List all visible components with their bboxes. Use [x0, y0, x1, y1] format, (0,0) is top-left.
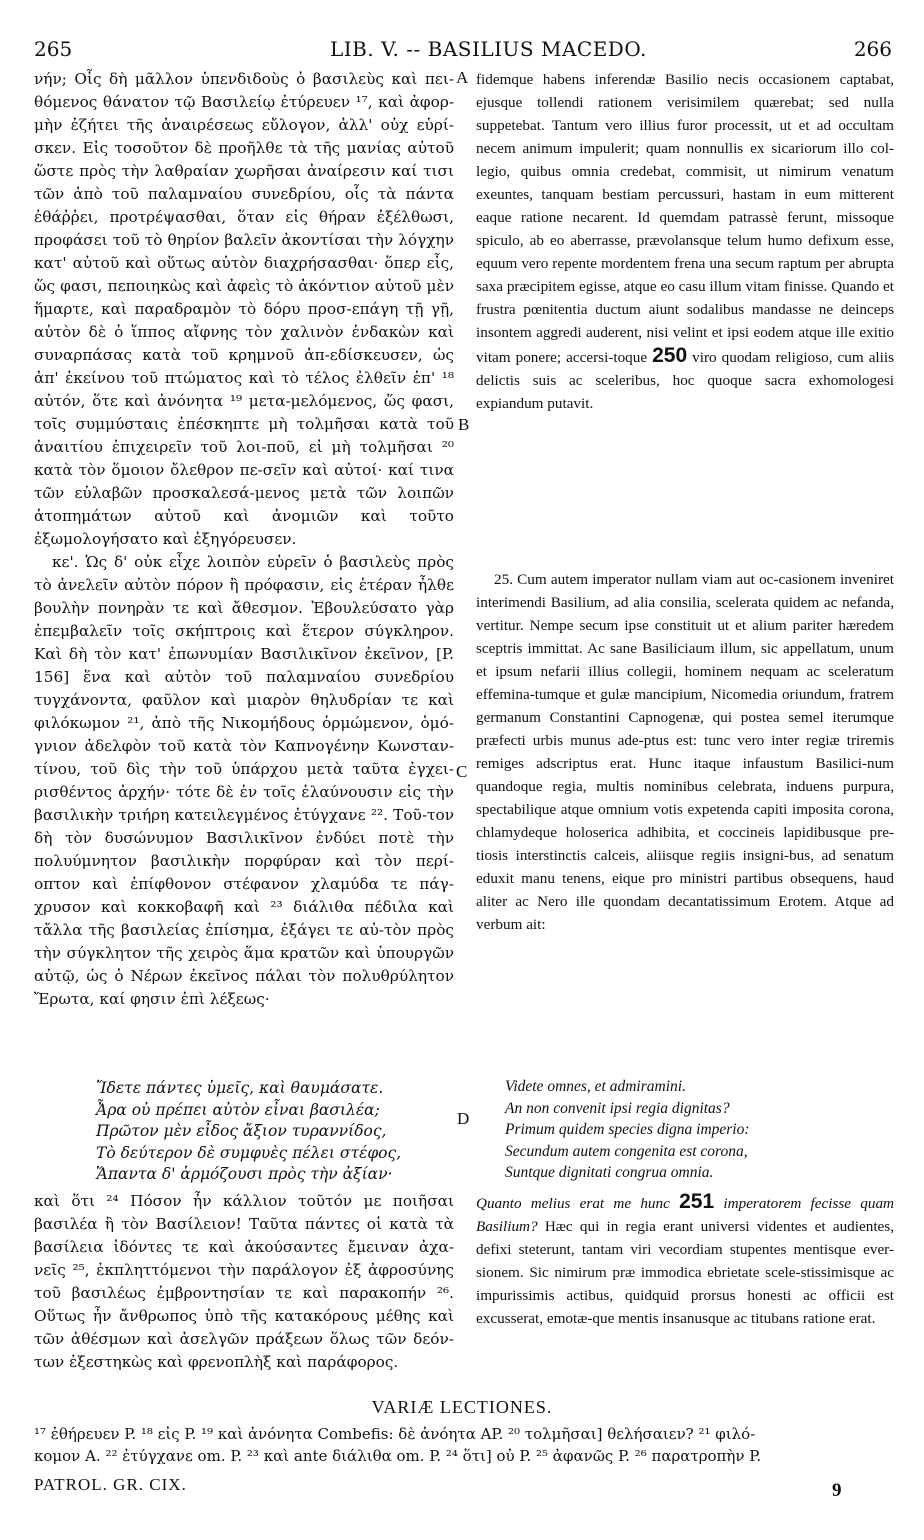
latin-column-middle: [476, 568, 894, 936]
latin-verse: [505, 1076, 750, 1184]
latin-column-top: [476, 68, 894, 415]
greek-verse-line: Ἴδετε πάντες ὑμεῖς, καὶ θαυμάσατε.: [96, 1079, 384, 1097]
margin-marker-d: D: [457, 1109, 470, 1128]
column-number-251: 251: [679, 1190, 715, 1213]
greek-paragraph-1: νήν; Οἷς δὴ μᾶλλον ὑπενδιδοὺς ὁ βασιλεὺς καὶ πει-θόμενος θάνατον τῷ Βασιλείῳ ἐτύρευεν ¹⁷, καὶ ἀφορ-μὴν ἐζήτει τῆς ἀναιρέσεως εὔλογον, ἀλλ' οὐχ εὑρί-σκεν. Εἰς τοσοῦτον δὲ προῆλθε τὰ τῆς μανίας αὐτοῦ ὥστε πρὸς τὴν λαθραίαν χωρῆσαι ἀναίρεσιν καί τισι τῶν ἀπὸ τοῦ παλαμναίου συνεδρίου, οἷς τὰ πάντα ἐθάῤῥει, προτρέψασθαι, ὅταν εἰς θήραν ἐξέλθωσι, προφάσει τοῦ τὸ θηρίον βαλεῖν ἀκοντίσαι τὴν λόγχην κατ' αὐτοῦ καὶ οὕτως αὐτὸν διαχρήσασθαι· ὅπερ εἷς, ὥς φασι, πεποιηκὼς καὶ ἀφεὶς τὸ ἀκόντιον αὐτοῦ μὲν ἥμαρτε, καὶ παραδραμὸν τὸ δόρυ προσ-επάγη τῇ γῇ, αὐτὸν δὲ ὁ ἵππος αἴφνης τὸν χαλινὸν ἐνδακὼν καὶ συναρπάσας κατὰ τοῦ κρημνοῦ ἀπ-εδίσκευσεν, ὡς ἀπ' ἐκείνου τοῦ πτώματος καὶ τὸ τέλος ἐλθεῖν ἐπ' ¹⁸ αὐτόν, ὅτε καὶ ἀνόνητα ¹⁹ μετα-μελόμενος, ὥς φασι, τοῖς συμμύσταις ἐπέσκηπτε μὴ τολμῆσαι κατὰ τοῦ ἀναιτίου ἐπιχειρεῖν τοῦ λοι-ποῦ, εἰ μὴ τολμῆσαι ²⁰ κατὰ τὸν ὅμοιον ὄλεθρον πε-σεῖν καὶ αὐτοί· καί τινα τῶν εὐλαβῶν προσκαλεσά-μενος μετὰ τῶν λοιπῶν ἀτοπημάτων αὐτοῦ καὶ ἀνομιῶν καὶ τοῦτο ἐξωμολογήσατο καὶ ἐξηγόρευσεν.: [34, 70, 454, 548]
latin-paragraph-3-text: Hæc qui in regia erant universi videntes et audientes, defixi steterunt, tantam viri vecordiam stupentes mentisque ever-sionem. Sic nimirum præ immodica ebrietate scele-stissimisque ac impurissimis actibus, quidquid prorsus honesti ac officii est excusserat, emotæ-que mentis insanusque ac titubans ratione erat.: [476, 1218, 894, 1327]
latin-quote-end: imperatorem fecisse quam Basilium?: [476, 1195, 895, 1235]
variae-line-1: ¹⁷ ἐθήρευεν P. ¹⁸ εἰς P. ¹⁹ καὶ ἀνόνητα Combefis: δὲ ἀνόητα AP. ²⁰ τολμῆσαι] θελήσαιεν? ²¹ φιλό-: [34, 1425, 756, 1443]
latin-paragraph-2: 25. Cum autem imperator nullam viam aut oc-casionem inveniret interimendi Basilium, ad alia consilia, scelerata quidem ac nefanda, vertitur. Nempe secum ipse constituit ut et alium pariter hæredem sceptris immittat. Ac sane Basiliciaum illum, sic appellatum, unum et ipsum nefarii illius collegii, hominem nequam ac sceleratum effemina-tumque et gulæ mancipium, Nicomedia oriundum, fratrem germanum Constantini Capnogenæ, qui postea semel iterumque præfecti urbis munus ade-ptus est: tunc vero inter regiæ triremis remiges adscriptus erat. Hunc itaque infaustum Basilici-num quandoque regia, multis nominibus celebrata, induens purpura, spectabilique atque omnium votis expetenda capiti imposita corona, chlamydeque holoserica adhibita, et coccineis lapidibusque pre-tiosis interstinctis calceis, aliisque regiis insigni-bus, ad senatum eduxit manu tenens, eique pro ministri partibus obsequens, haud aliter ac Nero ille quondam decantatissimum Erotem. Atque ad verbum ait:: [476, 571, 894, 933]
margin-marker-a: A: [456, 68, 469, 87]
greek-column-top: [34, 68, 454, 1011]
greek-paragraph-2: κε'. Ὡς δ' οὐκ εἶχε λοιπὸν εὑρεῖν ὁ βασιλεὺς πρὸς τὸ ἀνελεῖν αὐτὸν πόρον ἢ πρόφασιν, εἰς ἑτέραν ἦλθε βουλὴν πονηρὰν τε καὶ ἄθεσμον. Ἐβουλεύσατο γὰρ ἐπεμβαλεῖν τοῖς σκήπτροις καὶ ἕτερον σύγκληρον. Καὶ δὴ τὸν κατ' ἐπωνυμίαν Βασιλικῖνον ἐκεῖνον, [P. 156] ἕνα καὶ αὐτὸν τοῦ παλαμναίου συνεδρίου τυγχάνοντα, φαῦλον καὶ μιαρὸν θηλυδρίαν τε καὶ φιλόκωμον ²¹, ἀπὸ τῆς Νικομήδους ὁρμώμενον, ὁμό-γνιον ἀδελφὸν τοῦ κατὰ τὸν Καπνογένην Κωνσταν-τίνου, τοῦ δὶς τὴν τοῦ ὑπάρχου μετὰ ταῦτα ἐγχει-ρισθέντος ἀρχήν· τότε δὲ ἐν τοῖς ἐλαύνουσιν εἰς τὴν βασιλικὴν τριήρη κατειλεγμένος ἐτύγχανε ²². Τοῦ-τον δὴ τὸν δυσώνυμον Βασιλικῖνον ἐνδύει ποτὲ τὴν πολυύμνητον βασιλικὴν πορφύραν καὶ τὸν περί-οπτον καὶ ἐπίφθονον στέφανον χλαμύδα τε πάγ-χρυσον καὶ κοκκοβαφῆ καὶ ²³ διάλιθα πέδιλα καὶ τἄλλα τῆς βασιλείας ἐπίσημα, ἐξάγει τε αὐ-τὸν πρὸς τὴν σύγκλητον τῆς χειρὸς ἅμα κρατῶν καὶ ὑπουργῶν αὐτῷ, ὡς ὁ Νέρων ἐκεῖνος πάλαι τὸν πολυθρύλητον Ἔρωτα, καί φησιν ἐπὶ λέξεως·: [34, 553, 454, 1008]
page-number-right: 266: [853, 37, 892, 61]
latin-verse-line: Primum quidem species digna imperio:: [505, 1121, 750, 1138]
latin-verse-line: Videte omnes, et admiramini.: [505, 1078, 686, 1095]
greek-verse-line: Πρῶτον μὲν εἶδος ἄξιον τυραννίδος,: [96, 1122, 387, 1140]
latin-paragraph-1-end: viro quodam religioso, cum aliis delictis suis ac sceleribus, hoc quoque sacra exhomologesi expiandum putavit.: [476, 349, 895, 412]
page-header: [0, 37, 924, 65]
variae-line-2: κομον A. ²² ἐτύγχανε om. P. ²³ καὶ ante διάλιθα om. P. ²⁴ ὅτι] οὐ P. ²⁵ ἀφανῶς P. ²⁶ παρατροπὴν P.: [34, 1447, 762, 1465]
column-number-250: 250: [652, 344, 688, 367]
footer-signature-label: PATROL. GR. CIX.: [34, 1475, 187, 1494]
latin-verse-line: An non convenit ipsi regia dignitas?: [505, 1099, 730, 1117]
footer-signature-number: 9: [832, 1480, 842, 1501]
margin-marker-b: B: [458, 415, 470, 434]
greek-verse-line: Ἅπαντα δ' ἁρμόζουσι πρὸς τὴν ἀξίαν·: [96, 1165, 393, 1183]
page-number-left: 265: [34, 37, 73, 61]
margin-marker-c: C: [456, 762, 468, 781]
latin-verse-line: Secundum autem congenita est corona,: [505, 1142, 748, 1160]
latin-paragraph-1-text: fidemque habens inferendæ Basilio necis occasionem captabat, ejusque tollendi rationem verisimilem quærebat; sed nulla suppetebat. Tantum vero illius furor processit, ut et ad occultam necem animum impulerit; quam nonnullis ex sicariorum illo col-legio, quibus omnia credebat, commisit, ut nimirum venatum exeuntes, tanquam bestiam percussuri, hastam in eum mitterent eaque ratione necarent. Id quemdam patrassè ferunt, missoque spiculo, ab eo aberrasse, prævolansque telum humo defixum esse, equum vero repente mordentem frena una secum raptum per abrupta saxa præcipitem egisse, atque eo casu illum vitam finisse. Quando et frustra pœnitentia ductum aiunt sodalibus mandasse ne deinceps insontem aggredi auderent, nisi velint et ipsi eodem atque ille exitio vitam ponere; accersi-toque: [476, 71, 894, 366]
greek-verse: [96, 1078, 401, 1186]
variae-lectiones-notes: [34, 1423, 894, 1467]
running-title: LIB. V. -- BASILIUS MACEDO.: [330, 37, 647, 61]
greek-paragraph-3: καὶ ὅτι ²⁴ Πόσον ἦν κάλλιον τοῦτόν με ποιῆσαι βασιλέα ἢ τὸν Βασίλειον! Ταῦτα πάντες οἱ κατὰ τὰ βασίλεια ἰδόντες τε καὶ ἀκούσαντες ἔμειναν ἀχα-νεῖς ²⁵, ἐκπληττόμενοι τὴν παράλογον ἐξ ἀφροσύνης τοῦ βασιλέως ἐμβροντησίαν τε καὶ παρακοπήν ²⁶. Οὕτως ἦν ἄνθρωπος ὑπὸ τῆς κατακόρους μέθης καὶ τῶν ἀθέσμων καὶ ἀσελγῶν πράξεων ὅλως τῶν δεόν-των ἐξεστηκὼς καὶ φρενοπλὴξ καὶ παράφορος.: [34, 1192, 454, 1371]
latin-quote-start: Quanto melius erat me hunc: [476, 1195, 670, 1212]
variae-lectiones-heading: VARIÆ LECTIONES.: [371, 1397, 553, 1417]
latin-paragraph-1: [476, 68, 894, 415]
latin-paragraph-3: [476, 1190, 894, 1330]
greek-verse-line: Ἆρα οὐ πρέπει αὐτὸν εἶναι βασιλέα;: [96, 1100, 380, 1119]
greek-verse-line: Τὸ δεύτερον δὲ συμφυὲς πέλει στέφος,: [96, 1143, 402, 1162]
latin-column-bottom: [476, 1190, 894, 1330]
greek-column-bottom: [34, 1190, 454, 1374]
latin-verse-line: Suntque dignitati congrua omnia.: [505, 1164, 714, 1181]
